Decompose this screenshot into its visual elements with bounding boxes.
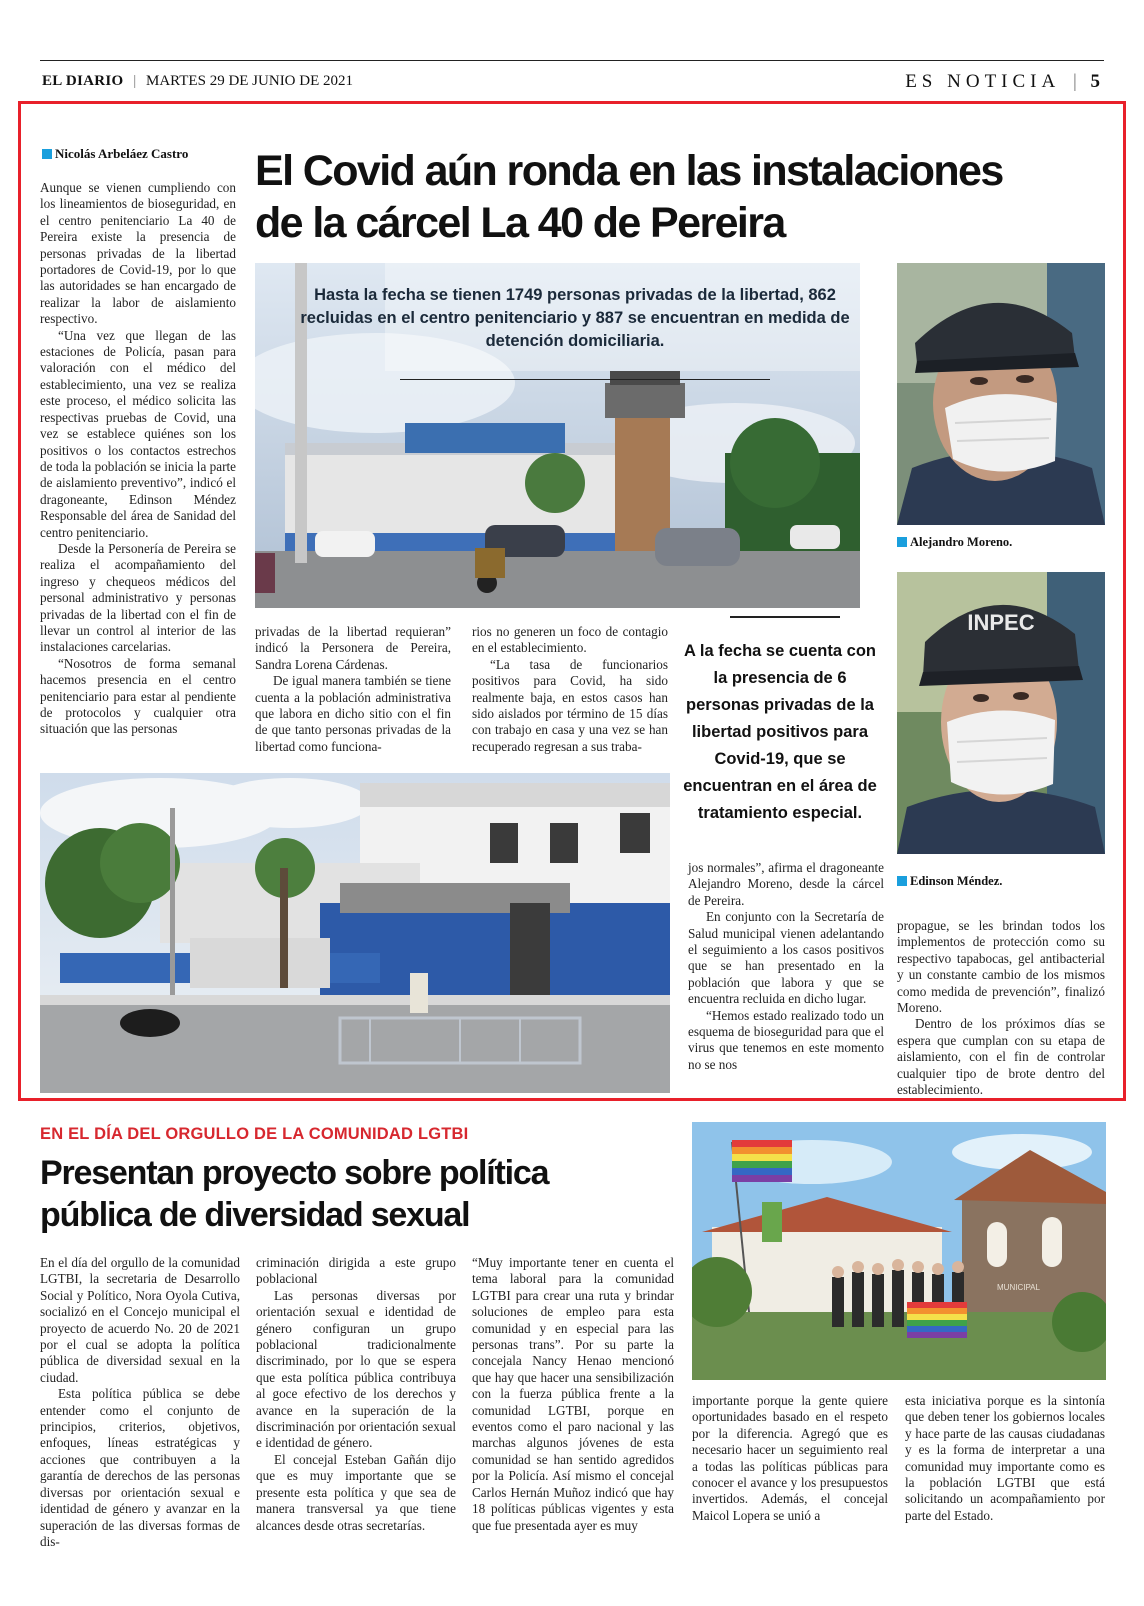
- caption-portrait-2: [897, 874, 1002, 889]
- paragraph: En el día del orgullo de la comunidad LGTBI, la secretaria de Desarrollo Social y Político, Nora Oyola Cutiva, socializó en el Concejo municipal el proyecto de acuerdo No. 20 de 2021 por el cual se adopta la política pública de diversidad sexual en la ciudad.: [40, 1255, 240, 1385]
- pull-quote: A la fecha se cuenta con la presencia de 6 personas privadas de la libertad positivos para Covid-19, que se encuentran en el área de tratamiento especial.: [683, 642, 877, 822]
- header-paper-date: [42, 73, 353, 90]
- byline: [42, 146, 188, 162]
- article-headline: [255, 145, 1115, 249]
- cap-lettering: INPEC: [967, 610, 1035, 635]
- paragraph: esta iniciativa porque es la sintonía que deben tener los gobiernos locales y hace parte de las causas ciudadanas y es la forma de interpretar a una comunidad muy importante como es la población LGTBI que está solicitando un acompañamiento por parte del Estado.: [905, 1393, 1105, 1523]
- article2-column-1: [40, 1255, 240, 1550]
- paragraph: Dentro de los próximos días se espera que cumplan con su etapa de aislamiento, con el fin de controlar cualquier tipo de brote dentro del establecimiento.: [897, 1016, 1105, 1098]
- caption-square-icon: [897, 537, 907, 547]
- paragraph: jos normales”, afirma el dragoneante Alejandro Moreno, desde la cárcel de Pereira.: [688, 860, 884, 908]
- headline-line-1: Presentan proyecto sobre política: [40, 1154, 549, 1192]
- paragraph: rios no generen un foco de contagio en el establecimiento.: [472, 624, 668, 656]
- caption-text: Alejandro Moreno.: [910, 535, 1013, 549]
- paragraph: privadas de la libertad requieran” indicó la Personera de Pereira, Sandra Lorena Cárdenas.: [255, 624, 451, 672]
- paragraph: De igual manera también se tiene cuenta a la población administrativa que labora en dicho sitio con el fin de que tanto personas privadas de la libertad como funciona-: [255, 673, 451, 754]
- article-column-4: [688, 860, 884, 1073]
- paragraph: importante porque la gente quiere oportunidades basado en el respeto por la diferencia. Agregó que es necesario hacer un seguimiento real a todas las políticas públicas para conocer el avance y los presupuestos invertidos. Además, el concejal Maicol Lopera se unió a: [692, 1393, 888, 1523]
- article2-column-4: [692, 1393, 888, 1524]
- article2-column-5: [905, 1393, 1105, 1524]
- overlay-rule: [400, 379, 770, 380]
- header-section: [905, 71, 1100, 93]
- paper-name: EL DIARIO: [42, 73, 124, 89]
- paragraph: “Una vez que llegan de las estaciones de Policía, pasan para valoración con el médico del establecimiento, una vez se realiza este proceso, el médico solicita las respectivas pruebas de Covid, una vez se establece quiénes son los positivos o los contactos estrechos de toda la población se inicia la parte de aislamiento preventivo”, indicó el dragoneante, Edinson Méndez Responsable del área de Sanidad del centro penitenciario.: [40, 327, 236, 540]
- paragraph: El concejal Esteban Gañán dijo que es muy importante que se presente esta política y que sea de manera transversal ya que tiene alcances desde otras secretarías.: [256, 1451, 456, 1533]
- paragraph: “Nosotros de forma semanal hacemos presencia en el centro penitenciario para estar al pendiente de protocolos y cualquier otra situación que las personas: [40, 655, 236, 737]
- article2-kicker: EN EL DÍA DEL ORGULLO DE LA COMUNIDAD LGTBI: [40, 1125, 469, 1143]
- section-name: ES NOTICIA: [905, 71, 1060, 92]
- caption-text: Edinson Méndez.: [910, 874, 1003, 888]
- paragraph: “Hemos estado realizado todo un esquema de bioseguridad para que el virus que tenemos en este momento no se nos: [688, 1007, 884, 1072]
- paragraph: criminación dirigida a este grupo poblacional: [256, 1255, 456, 1287]
- caption-portrait-1: [897, 535, 1012, 550]
- paragraph: “La tasa de funcionarios positivos para Covid, ha sido realmente baja, en estos casos han sido aislados por término de 15 días con trabajo en casa y una vez se han recuperado regresan a sus traba-: [472, 656, 668, 754]
- lgtbi-group-photo: [692, 1122, 1106, 1380]
- caption-square-icon: [897, 876, 907, 886]
- header-divider: |: [133, 73, 137, 89]
- paragraph: Las personas diversas por orientación sexual e identidad de género configuran un grupo poblacional tradicionalmente discriminado, por lo que se espera que esta política pública contribuya al goce efectivo de los derechos y avance en la superación de la discriminación por orientación sexual e identidad de género.: [256, 1287, 456, 1451]
- article2-headline: [40, 1152, 680, 1236]
- article2-column-3: [472, 1255, 674, 1534]
- article-column-5: [897, 918, 1105, 1098]
- paragraph: “Muy importante tener en cuenta el tema laboral para la comunidad LGTBI para crear una ruta y brindar soluciones de empleo para esta comunidad y en especial para las personas trans”. Por su parte la concejala Nancy Henao mencionó que hay que hacer una sensibilización con la fuerza pública frente a la comunidad LGTBI, porque en eventos como el paro nacional y las marchas algunos jóvenes de esta comunidad se han sentido agredidos por la Policía. Así mismo el concejal Carlos Hernán Muñoz indicó que hay 18 políticas públicas vigentes y esta que fue presentada ayer es muy: [472, 1255, 674, 1533]
- article2-column-2: [256, 1255, 456, 1534]
- headline-line-2: pública de diversidad sexual: [40, 1196, 470, 1234]
- paragraph: Esta política pública se debe entender como el conjunto de principios, criterios, objetivos, enfoques, líneas estratégicas y acciones que contribuyen a la garantía de derechos de las personas diversas por orientación sexual e identidad de género y avanzar en la superación de las diversas formas de dis-: [40, 1386, 240, 1549]
- headline-line-2: de la cárcel La 40 de Pereira: [255, 199, 785, 247]
- pull-quote-rule: [730, 616, 840, 618]
- page-number: 5: [1090, 71, 1100, 92]
- portrait-edinson-mendez: [897, 572, 1105, 854]
- photo-overlay-caption: Hasta la fecha se tienen 1749 personas privadas de la libertad, 862 recluidas en el centro penitenciario y 887 se encuentran en medida de detención domiciliaria.: [300, 286, 850, 350]
- article-column-3: [472, 624, 668, 755]
- building-lettering: MUNICIPAL: [997, 1283, 1040, 1292]
- paragraph: propague, se les brindan todos los implementos de protección como su respectivo tapabocas, gel antibacterial y un constante cambio de los mismos como medida de prevención”, finalizó Moreno.: [897, 918, 1105, 1016]
- header-divider-right: |: [1072, 71, 1077, 92]
- byline-square-icon: [42, 149, 52, 159]
- article-column-1: [40, 180, 236, 738]
- headline-line-1: El Covid aún ronda en las instalaciones: [255, 147, 1003, 195]
- byline-author: Nicolás Arbeláez Castro: [55, 146, 189, 161]
- paragraph: Aunque se vienen cumpliendo con los lineamientos de bioseguridad, en el centro penitenciario La 40 de Pereira existe la presencia de personas privadas de la libertad portadores de Covid-19, por lo que las autoridades se han encargado de realizar la labor de aislamiento respectivo.: [40, 180, 236, 327]
- prison-building-photo: [40, 773, 670, 1093]
- article-column-2: [255, 624, 451, 755]
- paragraph: En conjunto con la Secretaría de Salud municipal vienen adelantando el seguimiento a los casos positivos que se han presentado en la población que labora y que se encuentra recluida en dicho lugar.: [688, 909, 884, 1007]
- header-top-rule: [40, 60, 1104, 61]
- paragraph: Desde la Personería de Pereira se realiza el acompañamiento del ingreso y chequeos médicos del personal administrativo y personas privadas de la libertad con el fin de llevar un control al interior de las instalaciones carcelarias.: [40, 540, 236, 655]
- portrait-alejandro-moreno: [897, 263, 1105, 525]
- issue-date: MARTES 29 DE JUNIO DE 2021: [146, 73, 354, 89]
